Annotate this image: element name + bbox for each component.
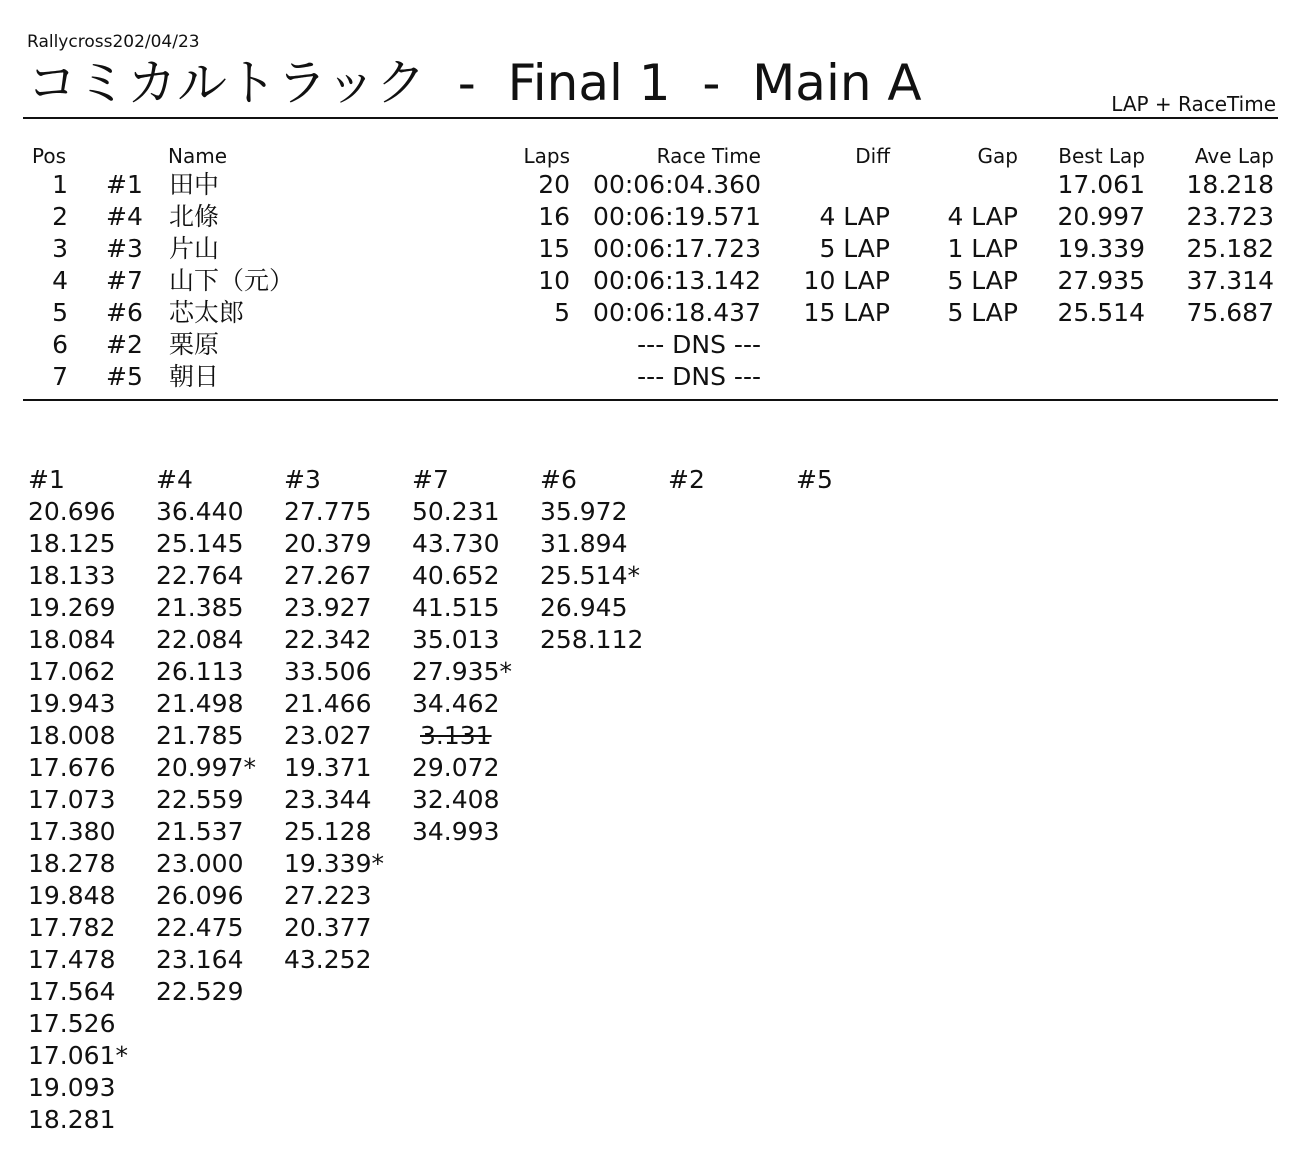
lap-time: 27.267: [284, 561, 372, 590]
lap-time: 17.782: [28, 913, 116, 942]
result-car-number: #7: [106, 266, 143, 295]
lap-time: 20.997*: [156, 753, 256, 782]
result-laps: 16: [538, 202, 570, 231]
page-title: コミカルトラック - Final 1 - Main A: [27, 54, 922, 112]
result-ave-lap: 25.182: [1186, 234, 1274, 263]
lap-time: 21.537: [156, 817, 244, 846]
result-driver-name: 片山: [169, 234, 220, 263]
lap-time: 21.385: [156, 593, 244, 622]
lap-time: 31.894: [540, 529, 628, 558]
lap-column: [284, 464, 409, 976]
result-gap: 4 LAP: [947, 202, 1018, 231]
column-header-diff: Diff: [855, 144, 890, 168]
result-race-time: 00:06:17.723: [593, 234, 761, 263]
lap-time: 21.785: [156, 721, 244, 750]
lap-column: [540, 464, 665, 656]
result-laps: 10: [538, 266, 570, 295]
result-car-number: #1: [106, 170, 143, 199]
lap-time: 18.084: [28, 625, 116, 654]
result-ave-lap: 75.687: [1186, 298, 1274, 327]
result-driver-name: 栗原: [169, 330, 220, 359]
lap-time: 17.380: [28, 817, 116, 846]
lap-time: 34.462: [412, 689, 500, 718]
lap-column: [28, 464, 153, 1136]
column-header-gap: Gap: [977, 144, 1018, 168]
result-car-number: #6: [106, 298, 143, 327]
result-laps: 20: [538, 170, 570, 199]
result-race-time: 00:06:13.142: [593, 266, 761, 295]
lap-time: 19.339*: [284, 849, 384, 878]
lap-time: 29.072: [412, 753, 500, 782]
lap-time: 25.514*: [540, 561, 640, 590]
lap-column: [156, 464, 281, 1008]
lap-time: 3.131: [420, 721, 492, 750]
column-header-race-time: Race Time: [656, 144, 761, 168]
lap-time: 22.559: [156, 785, 244, 814]
result-pos: 2: [52, 202, 68, 231]
result-pos: 4: [52, 266, 68, 295]
result-laps: 5: [554, 298, 570, 327]
lap-time: 27.935*: [412, 657, 512, 686]
lap-column-car-number: #4: [156, 465, 193, 494]
lap-column-car-number: #7: [412, 465, 449, 494]
result-race-time: --- DNS ---: [637, 330, 761, 359]
lap-time: 19.943: [28, 689, 116, 718]
result-gap: 1 LAP: [947, 234, 1018, 263]
lap-time: 41.515: [412, 593, 500, 622]
title-rule: [23, 117, 1278, 119]
lap-time: 18.278: [28, 849, 116, 878]
result-pos: 5: [52, 298, 68, 327]
result-best-lap: 20.997: [1057, 202, 1145, 231]
lap-time: 19.371: [284, 753, 372, 782]
lap-column: [796, 464, 921, 496]
lap-time: 35.013: [412, 625, 500, 654]
lap-time: 23.164: [156, 945, 244, 974]
result-ave-lap: 18.218: [1186, 170, 1274, 199]
lap-time: 17.073: [28, 785, 116, 814]
column-header-pos: Pos: [32, 144, 67, 168]
column-header-laps: Laps: [523, 144, 570, 168]
result-ave-lap: 23.723: [1186, 202, 1274, 231]
result-best-lap: 27.935: [1057, 266, 1145, 295]
lap-time: 17.676: [28, 753, 116, 782]
lap-time: 17.526: [28, 1009, 116, 1038]
lap-time: 33.506: [284, 657, 372, 686]
lap-time: 21.498: [156, 689, 244, 718]
lap-time: 258.112: [540, 625, 644, 654]
column-header-best-lap: Best Lap: [1058, 144, 1145, 168]
lap-time: 17.564: [28, 977, 116, 1006]
lap-time: 18.125: [28, 529, 116, 558]
lap-time: 17.061*: [28, 1041, 128, 1070]
lap-time: 23.927: [284, 593, 372, 622]
lap-column: [668, 464, 793, 496]
result-race-time: 00:06:19.571: [593, 202, 761, 231]
result-car-number: #2: [106, 330, 143, 359]
result-car-number: #4: [106, 202, 143, 231]
result-car-number: #5: [106, 362, 143, 391]
result-best-lap: 25.514: [1057, 298, 1145, 327]
event-subtitle: Rallycross202/04/23: [27, 32, 200, 52]
column-header-ave-lap: Ave Lap: [1194, 144, 1274, 168]
lap-time: 20.696: [28, 497, 116, 526]
lap-time: 19.848: [28, 881, 116, 910]
lap-time: 25.128: [284, 817, 372, 846]
result-gap: 5 LAP: [947, 266, 1018, 295]
lap-column-car-number: #6: [540, 465, 577, 494]
lap-time: 50.231: [412, 497, 500, 526]
lap-column-car-number: #5: [796, 465, 833, 494]
lap-time: 21.466: [284, 689, 372, 718]
column-header-name: Name: [168, 144, 228, 168]
lap-column: [412, 464, 537, 848]
timing-mode-label: LAP + RaceTime: [1111, 92, 1276, 116]
lap-time: 23.000: [156, 849, 244, 878]
lap-time: 35.972: [540, 497, 628, 526]
lap-column-car-number: #3: [284, 465, 321, 494]
lap-time: 19.093: [28, 1073, 116, 1102]
lap-time: 22.475: [156, 913, 244, 942]
result-driver-name: 芯太郎: [169, 298, 245, 327]
result-laps: 15: [538, 234, 570, 263]
lap-column-car-number: #1: [28, 465, 65, 494]
result-driver-name: 北條: [169, 202, 220, 231]
result-driver-name: 田中: [169, 170, 220, 199]
lap-time: 18.281: [28, 1105, 116, 1134]
result-ave-lap: 37.314: [1186, 266, 1274, 295]
lap-time: 20.379: [284, 529, 372, 558]
lap-time: 22.529: [156, 977, 244, 1006]
lap-time: 18.133: [28, 561, 116, 590]
lap-time: 43.252: [284, 945, 372, 974]
lap-time: 40.652: [412, 561, 500, 590]
result-race-time: 00:06:18.437: [593, 298, 761, 327]
result-diff: 5 LAP: [819, 234, 890, 263]
result-race-time: 00:06:04.360: [593, 170, 761, 199]
lap-time: 34.993: [412, 817, 500, 846]
lap-time: 25.145: [156, 529, 244, 558]
lap-column-car-number: #2: [668, 465, 705, 494]
lap-time: 26.945: [540, 593, 628, 622]
result-best-lap: 17.061: [1057, 170, 1145, 199]
lap-time: 20.377: [284, 913, 372, 942]
result-pos: 1: [52, 170, 68, 199]
lap-time: 17.062: [28, 657, 116, 686]
lap-time: 32.408: [412, 785, 500, 814]
lap-time: 26.113: [156, 657, 244, 686]
lap-time: 36.440: [156, 497, 244, 526]
lap-time: 27.775: [284, 497, 372, 526]
lap-time: 26.096: [156, 881, 244, 910]
result-diff: 4 LAP: [819, 202, 890, 231]
lap-time: 23.344: [284, 785, 372, 814]
result-driver-name: 山下（元）: [169, 266, 295, 295]
results-rule: [23, 399, 1278, 401]
lap-time: 17.478: [28, 945, 116, 974]
result-car-number: #3: [106, 234, 143, 263]
lap-time: 43.730: [412, 529, 500, 558]
lap-time: 22.342: [284, 625, 372, 654]
result-diff: 15 LAP: [803, 298, 890, 327]
lap-time: 27.223: [284, 881, 372, 910]
lap-time: 19.269: [28, 593, 116, 622]
result-pos: 6: [52, 330, 68, 359]
lap-time: 22.084: [156, 625, 244, 654]
result-pos: 3: [52, 234, 68, 263]
result-driver-name: 朝日: [169, 362, 220, 391]
lap-time: 18.008: [28, 721, 116, 750]
lap-time: 23.027: [284, 721, 372, 750]
result-race-time: --- DNS ---: [637, 362, 761, 391]
result-pos: 7: [52, 362, 68, 391]
lap-time: 22.764: [156, 561, 244, 590]
result-best-lap: 19.339: [1057, 234, 1145, 263]
result-diff: 10 LAP: [803, 266, 890, 295]
result-gap: 5 LAP: [947, 298, 1018, 327]
